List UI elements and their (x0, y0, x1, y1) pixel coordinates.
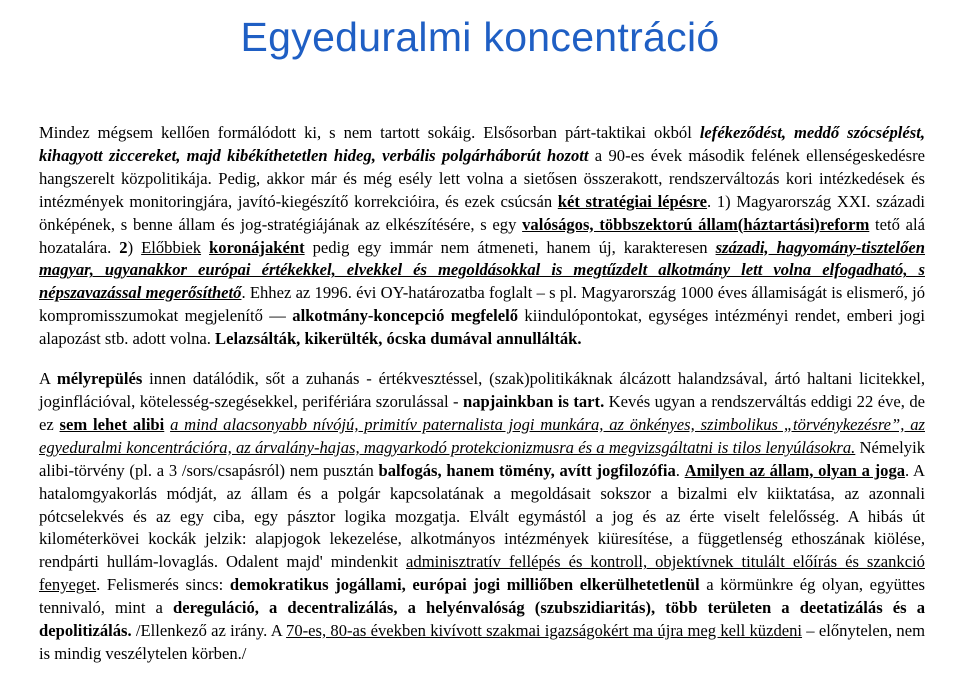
para2-run: napjainkban is tart. (463, 391, 605, 411)
para1-run: kiindulópontokat, egységes intézményi rendet, emberi jogi alapozást stb. adott volna. (39, 306, 925, 349)
para1-run: tető alá hozatalára. (39, 214, 925, 257)
para2-run: /Ellenkező az irány. A (131, 621, 287, 641)
para1-run: Lelazsálták, kikerülték, ócska dumával annullálták. (215, 329, 582, 349)
para2-run: . (675, 460, 685, 480)
para2-run: mélyrepülés (56, 369, 143, 389)
para1-run: ) (127, 237, 142, 257)
para2-run: adminisztratív fellépés és kontroll, objektívnek titulált előírás és szankció fenyeget (39, 552, 925, 595)
para1-run: Előbbiek (141, 237, 202, 257)
para2-run: . A hatalomgyakorlás módját, az állam és a polgár kapcsolatának a megoldásait sokszor a bizalmi elv kiiktatása, az azonnali pótcselekvés és az egy ciba, egy pásztor logika mozgatja. Elvált egymástól a jog és az érte viselt felelősség. A hibás út kilométerkövei kockák jelzik: alapjogok lekezelése, alkotmányos intézmények kiüresítése, a függetlenség ethoszának kiölése, rendpárti hullám-lovaglás. Odalent majd' mindenkit (39, 460, 925, 572)
para2-run: a körmünkre ég olyan, együttes tennivaló, mint a (39, 575, 925, 618)
para1-run: lefékeződést, meddő szócséplést, kihagyott ziccereket, majd kibékíthetetlen hideg, verbális polgárháborút hozott (39, 123, 925, 165)
para2-run: Némelyik alibi-törvény (pl. a 3 /sors/csapásról) nem pusztán (39, 437, 925, 480)
title-bar (0, 0, 960, 100)
paragraph-2 (39, 368, 925, 666)
para1-run: valóságos, többszektorú állam(háztartási)reform (522, 214, 870, 234)
para1-run: . Ehhez az 1996. évi OY-határozatba foglalt – s pl. Magyarország 1000 éves államiságát is elismerő, jó kompromisszumokat megjelenítő — (39, 283, 925, 326)
para1-run (201, 238, 209, 257)
para1-run: . 1) Magyarország XXI. századi önképének, s benne állam és jog-stratégiájának az elkészítésére, s egy (39, 191, 926, 234)
para2-run: Amilyen az állam, olyan a joga (684, 460, 906, 480)
paragraph-gap (39, 351, 925, 368)
para1-run: Mindez mégsem kellően formálódott ki, s nem tartott sokáig. Elsősorban párt-taktikai okból (39, 123, 700, 142)
paragraph-1 (39, 122, 925, 351)
para2-run: Kevés ugyan a rendszerváltás eddigi 22 éve, de ez (39, 391, 925, 434)
body-text (39, 122, 925, 666)
para2-run: sem lehet alibi (59, 414, 165, 434)
para1-run: két stratégiai lépésre (557, 191, 708, 211)
slide-title: Egyeduralmi koncentráció (240, 14, 720, 60)
para2-run: A (39, 369, 57, 389)
para1-run: koronájaként (209, 237, 305, 257)
para2-run: a mind alacsonyabb nívójú, primitív paternalista jogi munkára, az önkényes, szimbolikus „törvénykezésre”, az egyeduralmi koncentrációra, az árvalány-hajas, magyarkodó protekcionizmusra és a megvizsgáltatni is tilos lenyúlásokra. (39, 414, 925, 457)
para1-run: századi, hagyomány-tisztelően magyar, ugyanakkor európai értékekkel, elvekkel és megoldásokkal is megtűzdelt alkotmány lett volna elfogadható, s népszavazással megerősíthető (39, 237, 925, 303)
para2-run: dereguláció, a decentralizálás, a helyénvalóság (szubszidiaritás), több területen a deetatizálás és a depolitizálás. (39, 598, 925, 641)
para2-run: . Felismerés sincs: (96, 575, 230, 595)
para1-run: a 90-es évek második felének ellenségeskedésre hangszerelt közpolitikája. Pedig, akkor már és még esély lett volna a sietősen összerakott, rendszerváltozás kori intézkedések és intézmények monitoringjára, javító-kiegészítő korrekcióira, és ezek csúcsán (39, 145, 925, 211)
para2-run: demokratikus jogállami, európai jogi milliőben elkerülhetetlenül (229, 575, 700, 595)
para2-run: – előnytelen, nem is mindig veszélytelen körben./ (39, 621, 925, 663)
para1-run: 2 (119, 237, 128, 257)
para2-run: innen datálódik, sőt a zuhanás - értékvesztéssel, (szak)politikáknak álcázott halandzsával, ártó haltani licitekkel, joginflációval, kötelesség-szegésekkel, perifériára szorulással - (39, 369, 925, 411)
para1-run: alkotmány-koncepció megfelelő (292, 306, 519, 326)
para2-run: balfogás, hanem tömény, avítt jogfilozófia (378, 460, 676, 480)
para1-run: pedig egy immár nem átmeneti, hanem új, karakteresen (304, 237, 716, 257)
para2-run: 70-es, 80-as években kivívott szakmai igazságokért ma újra meg kell küzdeni (286, 621, 803, 641)
